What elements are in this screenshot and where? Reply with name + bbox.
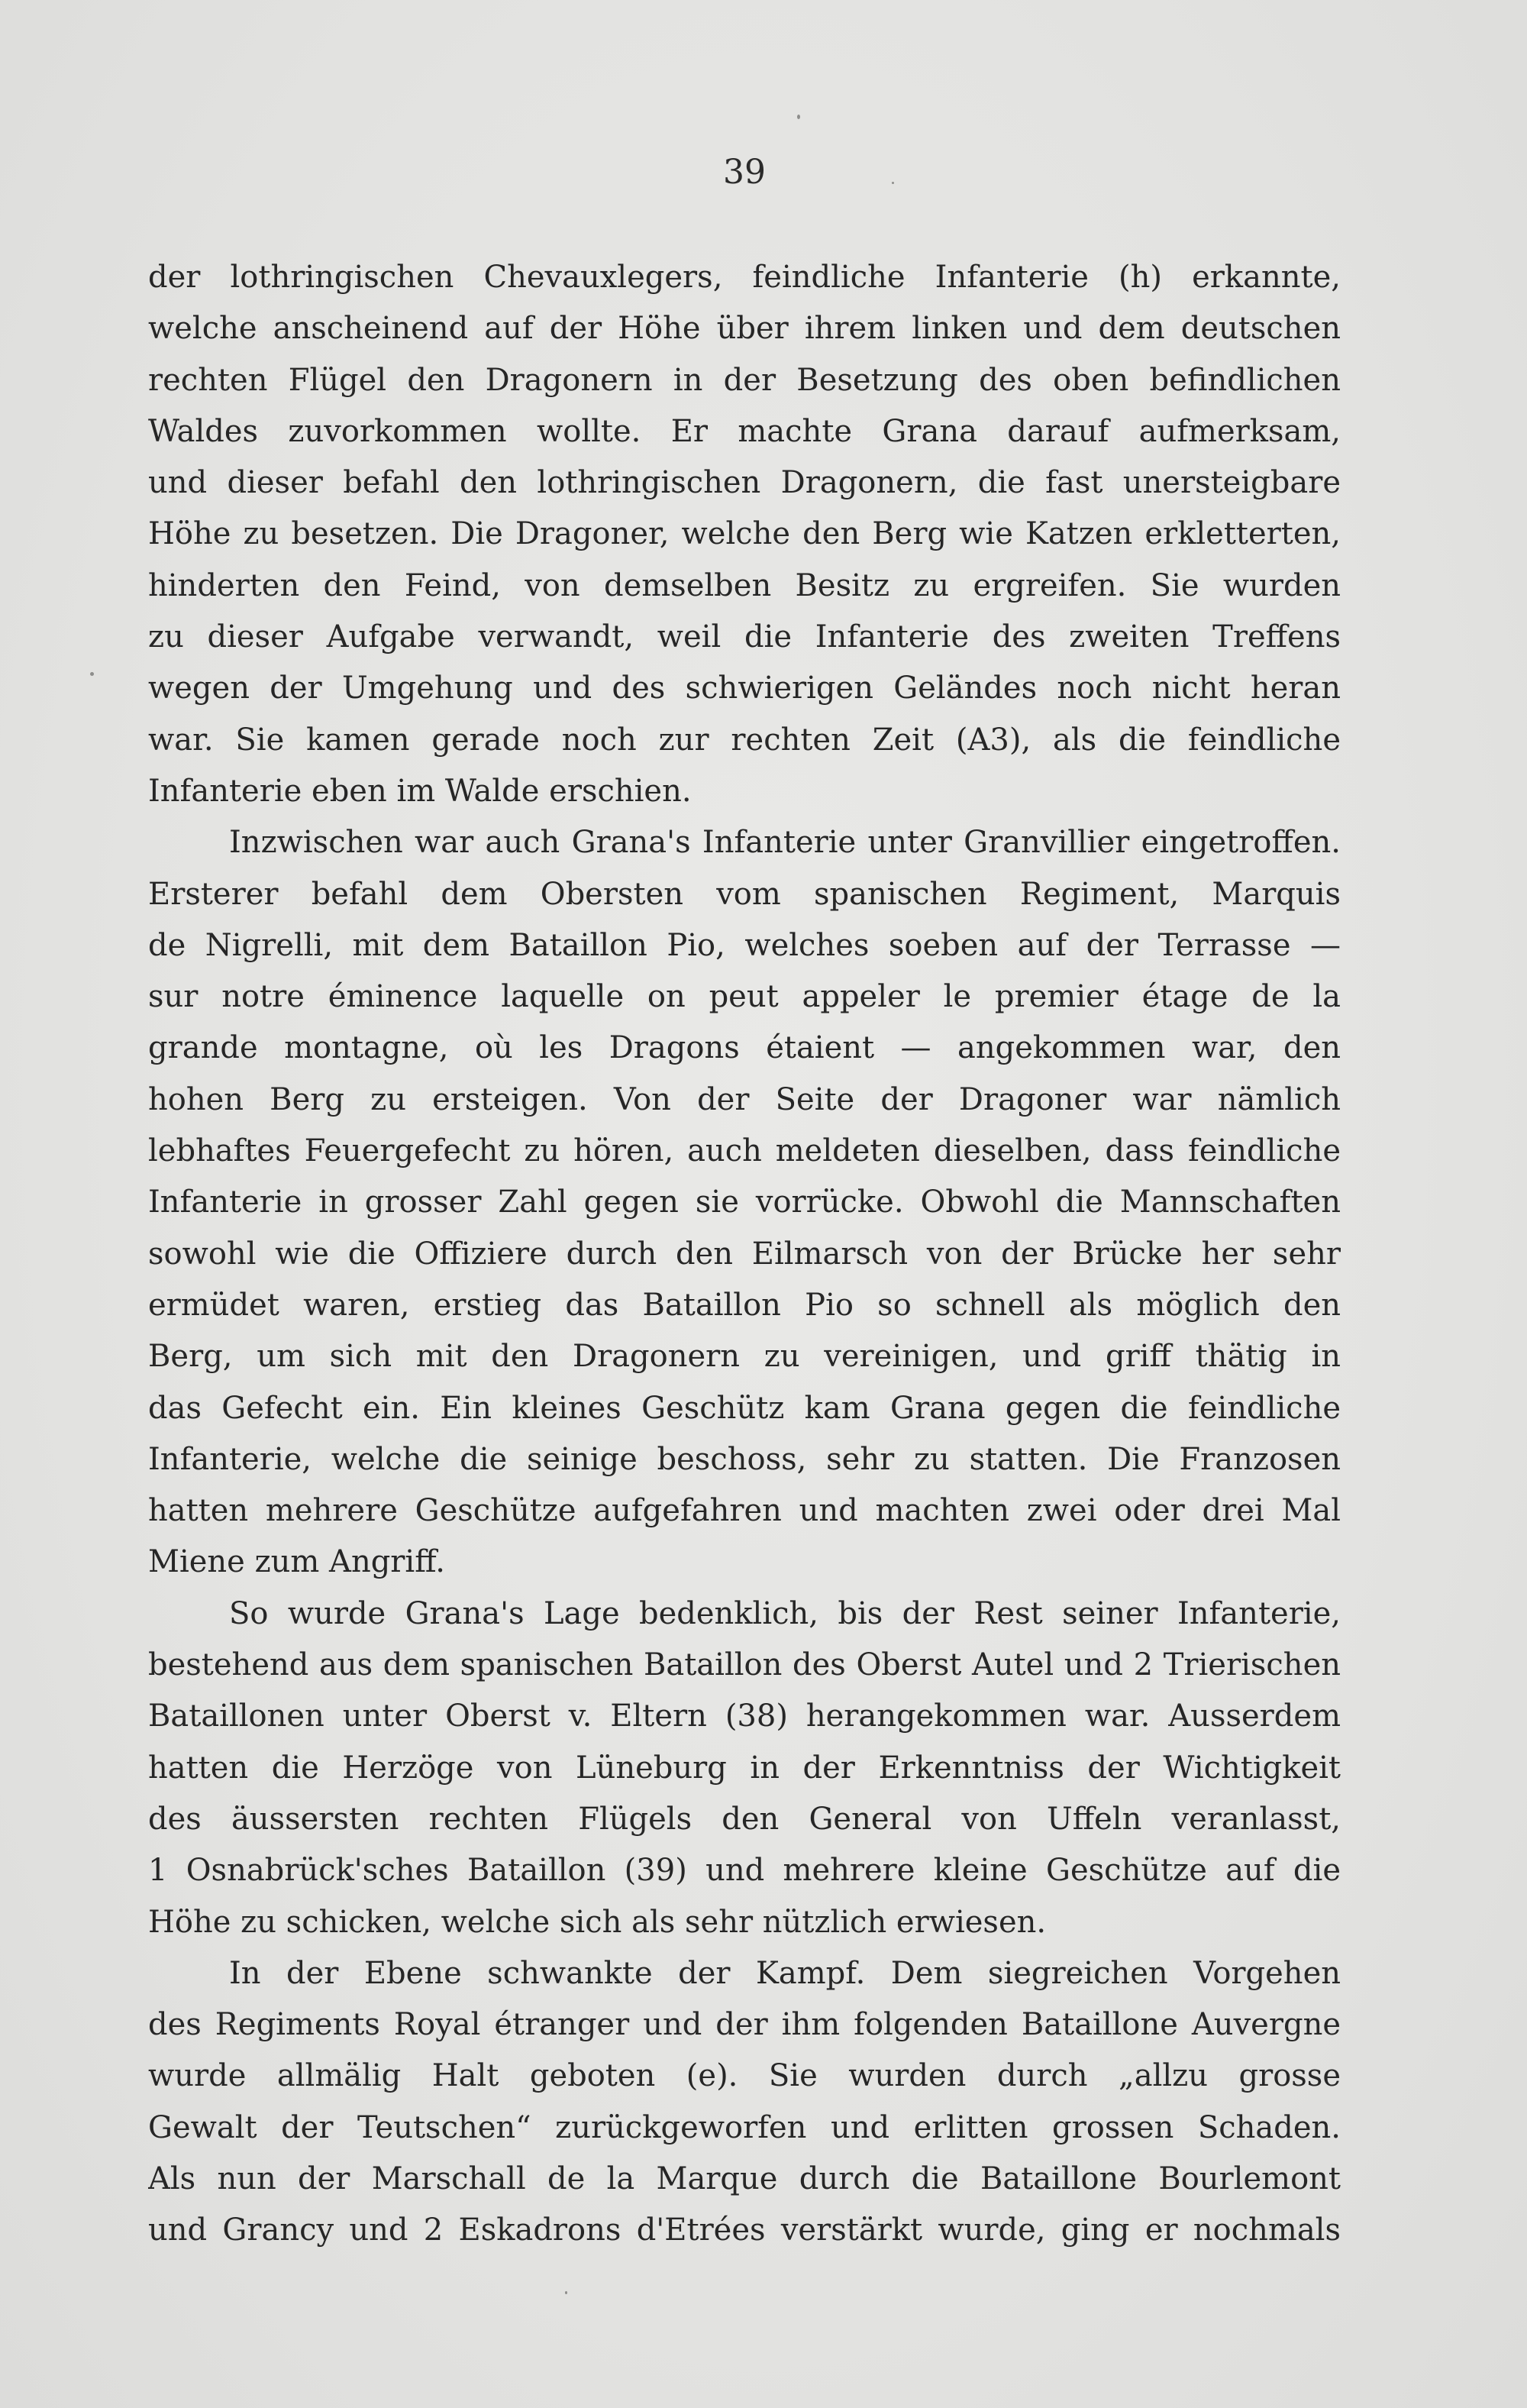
text-line: Inzwischen war auch Grana's Infanterie unter Granvillier eingetroffen. <box>229 825 1341 861</box>
text-line: lebhaftes Feuergefecht zu hören, auch meldeten dieselben, dass feindliche <box>148 1133 1341 1169</box>
text-line: Miene zum Angriff. <box>148 1544 445 1580</box>
text-line: und dieser befahl den lothringischen Dragonern, die fast unersteigbare <box>148 465 1341 501</box>
text-line: hohen Berg zu ersteigen. Von der Seite der Dragoner war nämlich <box>148 1081 1341 1117</box>
paper-speck <box>565 2291 567 2294</box>
text-line: Höhe zu schicken, welche sich als sehr nützlich erwiesen. <box>148 1904 1047 1940</box>
text-line: rechten Flügel den Dragonern in der Besetzung des oben befindlichen <box>148 362 1341 398</box>
text-line: wegen der Umgehung und des schwierigen Geländes noch nicht heran <box>148 671 1341 706</box>
text-line: sur notre éminence laquelle on peut appeler le premier étage de la <box>148 979 1341 1015</box>
text-line: hatten mehrere Geschütze aufgefahren und machten zwei oder drei Mal <box>148 1493 1341 1529</box>
text-line: de Nigrelli, mit dem Bataillon Pio, welches soeben auf der Terrasse — <box>148 927 1341 963</box>
paper-speck <box>892 182 894 184</box>
text-line: Höhe zu besetzen. Die Dragoner, welche den Berg wie Katzen erkletterten, <box>148 516 1341 552</box>
text-line: wurde allmälig Halt geboten (e). Sie wurden durch „allzu grosse <box>148 2058 1341 2094</box>
text-line: sowohl wie die Offiziere durch den Eilmarsch von der Brücke her sehr <box>148 1236 1341 1272</box>
text-line: ermüdet waren, erstieg das Bataillon Pio so schnell als möglich den <box>148 1287 1341 1323</box>
text-line: bestehend aus dem spanischen Bataillon des Oberst Autel und 2 Trierischen <box>148 1647 1341 1683</box>
text-line: Gewalt der Teutschen“ zurückgeworfen und erlitten grossen Schaden. <box>148 2109 1341 2145</box>
text-line: und Grancy und 2 Eskadrons d'Etrées verstärkt wurde, ging er nochmals <box>148 2212 1341 2248</box>
text-line: So wurde Grana's Lage bedenklich, bis der Rest seiner Infanterie, <box>229 1595 1341 1631</box>
text-line: Infanterie, welche die seinige beschoss, sehr zu statten. Die Franzosen <box>148 1441 1341 1477</box>
text-line: des Regiments Royal étranger und der ihm folgenden Bataillone Auvergne <box>148 2007 1341 2043</box>
paper-speck <box>90 672 94 676</box>
text-line: grande montagne, où les Dragons étaient — angekommen war, den <box>148 1030 1341 1066</box>
text-line: Waldes zuvorkommen wollte. Er machte Grana darauf aufmerksam, <box>148 413 1341 449</box>
text-line: Berg, um sich mit den Dragonern zu vereinigen, und griff thätig in <box>148 1339 1341 1375</box>
text-line: war. Sie kamen gerade noch zur rechten Zeit (A3), als die feindliche <box>148 722 1341 758</box>
body-text <box>148 252 1341 2257</box>
page-number: 39 <box>723 153 766 192</box>
text-line: zu dieser Aufgabe verwandt, weil die Infanterie des zweiten Treffens <box>148 619 1341 655</box>
text-line: hatten die Herzöge von Lüneburg in der Erkenntniss der Wichtigkeit <box>148 1750 1341 1786</box>
text-line: Infanterie in grosser Zahl gegen sie vorrücke. Obwohl die Mannschaften <box>148 1185 1341 1220</box>
text-line: welche anscheinend auf der Höhe über ihrem linken und dem deutschen <box>148 311 1341 347</box>
text-line: hinderten den Feind, von demselben Besitz zu ergreifen. Sie wurden <box>148 567 1341 603</box>
paper-speck <box>797 115 800 119</box>
text-line: das Gefecht ein. Ein kleines Geschütz kam Grana gegen die feindliche <box>148 1390 1341 1426</box>
text-line: 1 Osnabrück'sches Bataillon (39) und mehrere kleine Geschütze auf die <box>148 1853 1341 1889</box>
text-line: In der Ebene schwankte der Kampf. Dem siegreichen Vorgehen <box>229 1955 1341 1991</box>
text-line: Ersterer befahl dem Obersten vom spanischen Regiment, Marquis <box>148 876 1341 912</box>
text-line: Infanterie eben im Walde erschien. <box>148 773 692 809</box>
text-line: des äussersten rechten Flügels den General von Uffeln veranlasst, <box>148 1801 1341 1837</box>
text-line: Als nun der Marschall de la Marque durch die Bataillone Bourlemont <box>148 2161 1341 2196</box>
text-line: Bataillonen unter Oberst v. Eltern (38) herangekommen war. Ausserdem <box>148 1699 1341 1734</box>
text-line: der lothringischen Chevauxlegers, feindliche Infanterie (h) erkannte, <box>148 260 1341 295</box>
